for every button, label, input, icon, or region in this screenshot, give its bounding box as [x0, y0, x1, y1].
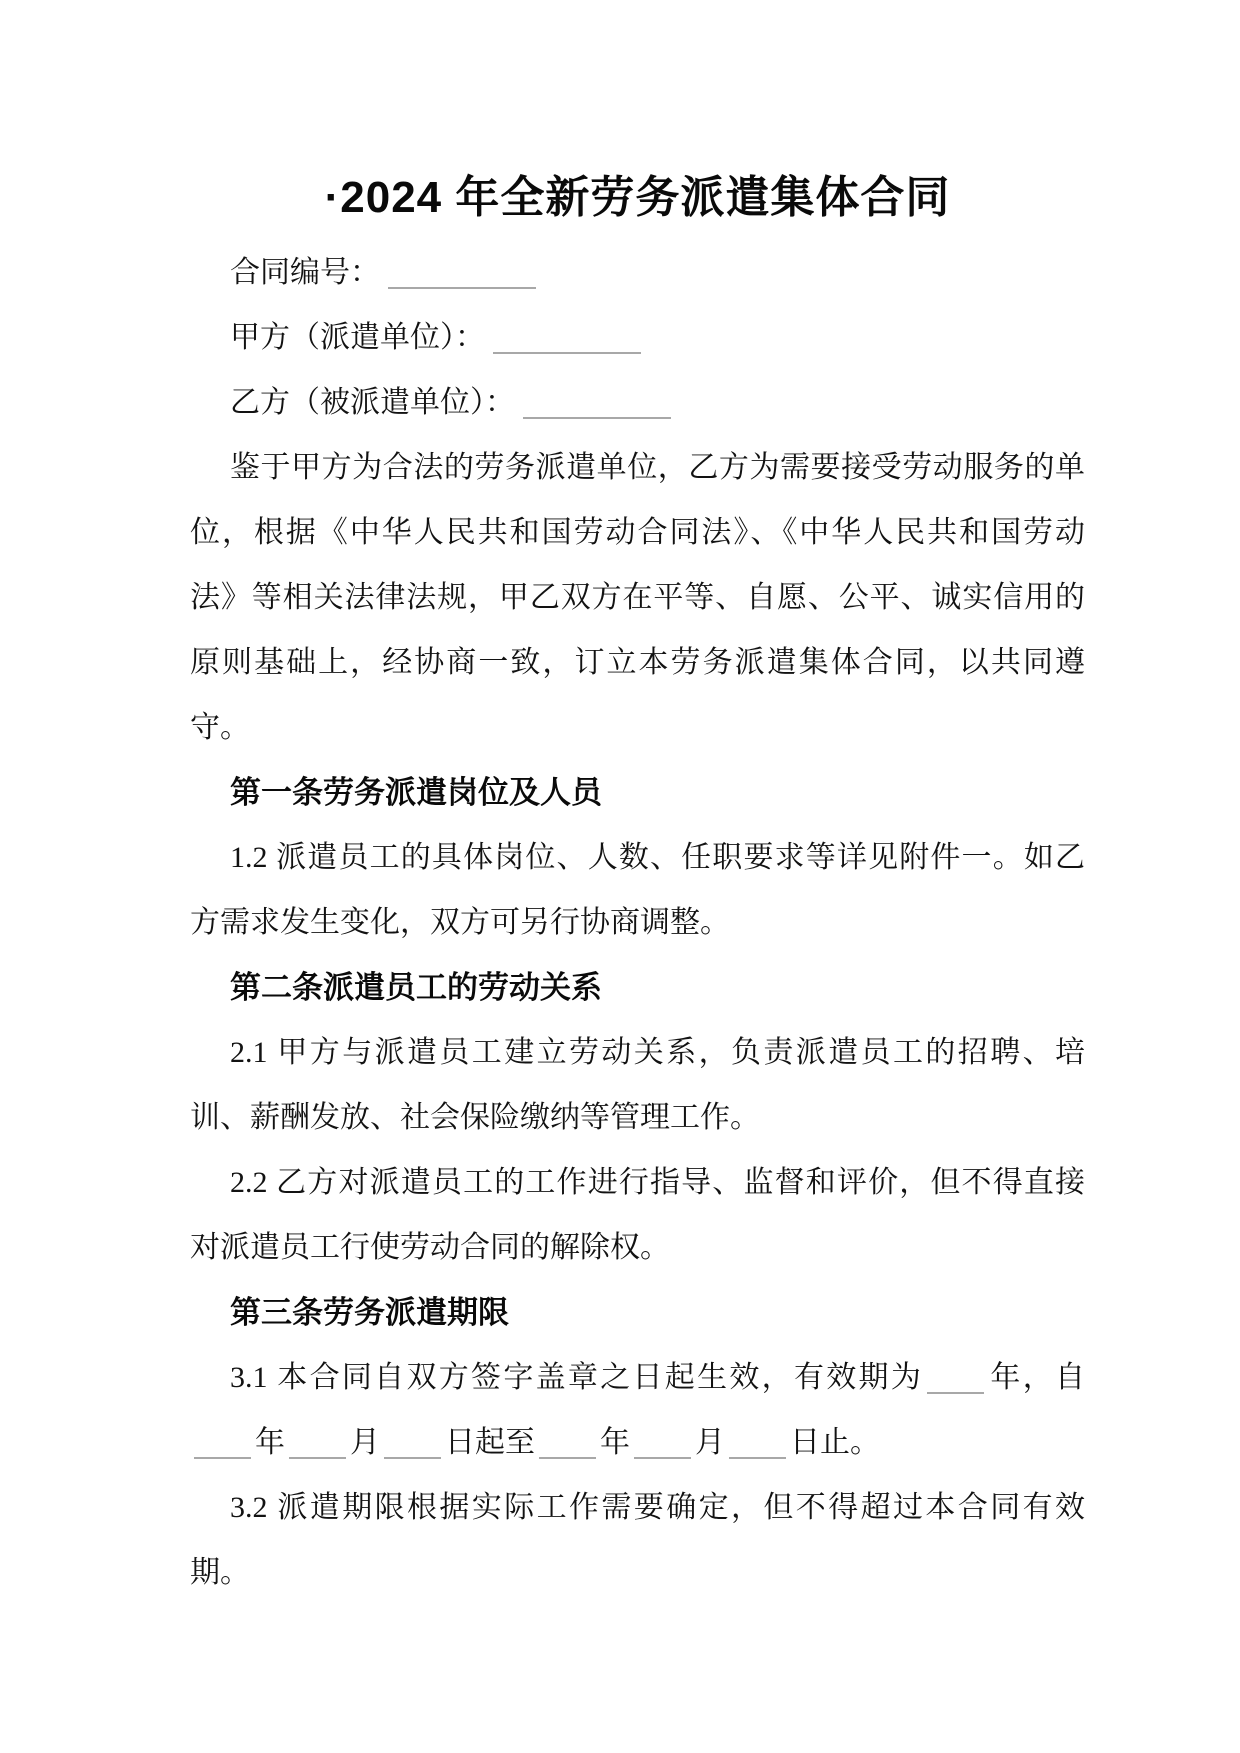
clause-1-2-line: 方需求发生变化，双方可另行协商调整。 [190, 906, 730, 939]
party-b-label: 乙方（被派遣单位）： [230, 386, 515, 419]
preamble-line: 守。 [190, 711, 250, 744]
date-text: 日起至 [445, 1426, 535, 1459]
clause-3-2-line: 期。 [190, 1556, 250, 1589]
section-1-heading: 第一条劳务派遣岗位及人员 [230, 775, 602, 810]
start-month-blank [289, 1427, 346, 1459]
section-3-heading: 第三条劳务派遣期限 [230, 1295, 509, 1330]
party-b-blank [523, 387, 671, 419]
clause-1-2-line: 1.2 派遣员工的具体岗位、人数、任职要求等详见附件一。如乙 [230, 841, 1085, 874]
party-a-blank [493, 322, 641, 354]
clause-3-1-text: 3.1 本合同自双方签字盖章之日起生效，有效期为 [230, 1361, 924, 1394]
contract-number-label: 合同编号： [230, 256, 380, 289]
preamble-line: 原则基础上，经协商一致，订立本劳务派遣集体合同，以共同遵 [190, 646, 1085, 679]
clause-3-1-line [190, 1345, 1085, 1410]
party-a-line [190, 305, 1085, 370]
clause-3-1-text: 年，自 [988, 1361, 1086, 1394]
contract-number-blank [388, 257, 536, 289]
clause-2-1-line: 2.1 甲方与派遣员工建立劳动关系，负责派遣员工的招聘、培 [230, 1036, 1085, 1069]
clause-3-2-line: 3.2 派遣期限根据实际工作需要确定，但不得超过本合同有效 [230, 1491, 1085, 1524]
date-text: 年 [600, 1426, 630, 1459]
date-text: 日止。 [790, 1426, 880, 1459]
term-dates-line [190, 1410, 1085, 1475]
document-body [190, 240, 1085, 1605]
end-month-blank [634, 1427, 691, 1459]
start-day-blank [384, 1427, 441, 1459]
clause-2-1-line: 训、薪酬发放、社会保险缴纳等管理工作。 [190, 1101, 760, 1134]
section-2-heading: 第二条派遣员工的劳动关系 [230, 970, 602, 1005]
preamble-line: 法》等相关法律法规，甲乙双方在平等、自愿、公平、诚实信用的 [190, 581, 1085, 614]
clause-2-2-line: 对派遣员工行使劳动合同的解除权。 [190, 1231, 670, 1264]
start-year-blank [194, 1427, 251, 1459]
party-b-line [190, 370, 1085, 435]
document-title: ·2024 年全新劳务派遣集体合同 [324, 173, 951, 222]
preamble-line: 鉴于甲方为合法的劳务派遣单位，乙方为需要接受劳动服务的单 [230, 451, 1085, 484]
contract-number-line [190, 240, 1085, 305]
end-day-blank [729, 1427, 786, 1459]
term-years-blank [927, 1362, 984, 1394]
party-a-label: 甲方（派遣单位）： [230, 321, 485, 354]
end-year-blank [539, 1427, 596, 1459]
date-text: 年 [255, 1426, 285, 1459]
clause-2-2-line: 2.2 乙方对派遣员工的工作进行指导、监督和评价，但不得直接 [230, 1166, 1085, 1199]
date-text: 月 [695, 1426, 725, 1459]
preamble-line: 位，根据《中华人民共和国劳动合同法》、《中华人民共和国劳动 [190, 516, 1085, 549]
date-text: 月 [350, 1426, 380, 1459]
